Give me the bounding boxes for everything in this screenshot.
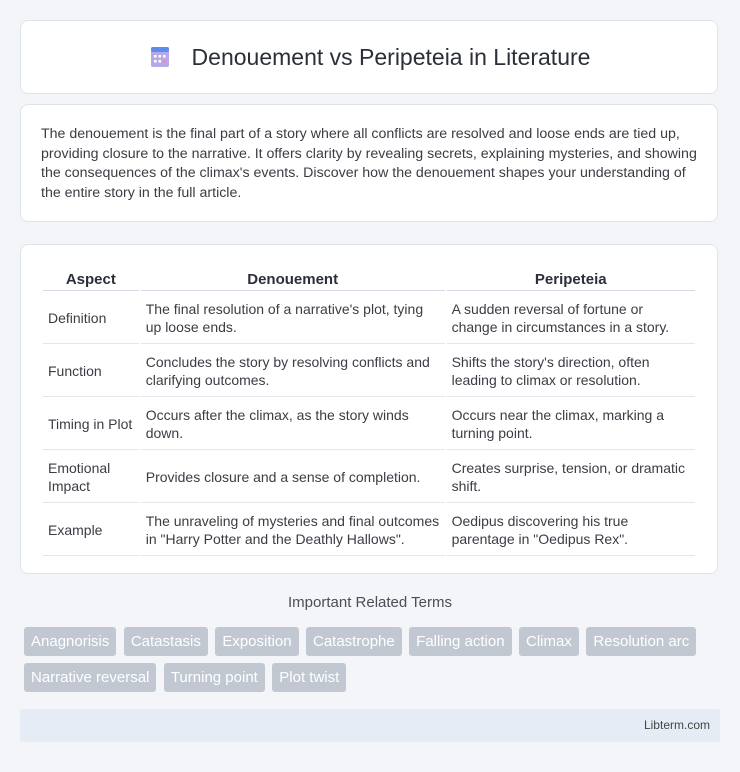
column-header: Peripeteia: [447, 263, 695, 291]
table-cell: Occurs after the climax, as the story winds down.: [141, 399, 445, 450]
table-header-row: [43, 263, 695, 291]
table-row: [43, 452, 695, 503]
comparison-table: [41, 261, 697, 558]
table-cell: Definition: [43, 293, 139, 344]
related-term-tag[interactable]: Catastasis: [124, 627, 208, 656]
table-cell: Oedipus discovering his true parentage in "Oedipus Rex".: [447, 505, 695, 556]
intro-text: The denouement is the final part of a story where all conflicts are resolved and loose ends are tied up, providing closure to the narrative. It offers clarity by revealing secrets, explaining mysteries, and showing the consequences of the climax's events. Discover how the denouement shapes your understanding of the entire story in the full article.: [41, 126, 697, 201]
related-term-tag[interactable]: Catastrophe: [306, 627, 402, 656]
related-term-tag[interactable]: Falling action: [409, 627, 511, 656]
table-row: [43, 505, 695, 556]
related-terms-list: [24, 627, 724, 699]
intro-card: [20, 104, 718, 222]
table-row: [43, 399, 695, 450]
table-cell: A sudden reversal of fortune or change in circumstances in a story.: [447, 293, 695, 344]
table-cell: Concludes the story by resolving conflicts and clarifying outcomes.: [141, 346, 445, 397]
related-term-tag[interactable]: Plot twist: [272, 663, 346, 692]
related-term-tag[interactable]: Anagnorisis: [24, 627, 116, 656]
table-row: [43, 346, 695, 397]
table-cell: Timing in Plot: [43, 399, 139, 450]
book-icon: [148, 45, 172, 69]
table-cell: Creates surprise, tension, or dramatic shift.: [447, 452, 695, 503]
table-cell: Example: [43, 505, 139, 556]
related-term-tag[interactable]: Narrative reversal: [24, 663, 156, 692]
header-card: [20, 20, 718, 94]
related-terms-title: Important Related Terms: [288, 594, 452, 611]
table-cell: Emotional Impact: [43, 452, 139, 503]
table-cell: Provides closure and a sense of completion.: [141, 452, 445, 503]
table-cell: Occurs near the climax, marking a turning point.: [447, 399, 695, 450]
table-cell: The final resolution of a narrative's plot, tying up loose ends.: [141, 293, 445, 344]
comparison-card: [20, 244, 718, 574]
related-term-tag[interactable]: Turning point: [164, 663, 265, 692]
related-term-tag[interactable]: Exposition: [215, 627, 298, 656]
footer: [20, 709, 720, 742]
table-cell: Shifts the story's direction, often leading to climax or resolution.: [447, 346, 695, 397]
related-term-tag[interactable]: Climax: [519, 627, 579, 656]
footer-site-link[interactable]: Libterm.com: [643, 718, 710, 732]
related-term-tag[interactable]: Resolution arc: [586, 627, 696, 656]
column-header: Aspect: [43, 263, 139, 291]
table-cell: Function: [43, 346, 139, 397]
column-header: Denouement: [141, 263, 445, 291]
table-cell: The unraveling of mysteries and final outcomes in "Harry Potter and the Deathly Hallows".: [141, 505, 445, 556]
table-row: [43, 293, 695, 344]
page-title: Denouement vs Peripeteia in Literature: [191, 43, 591, 70]
